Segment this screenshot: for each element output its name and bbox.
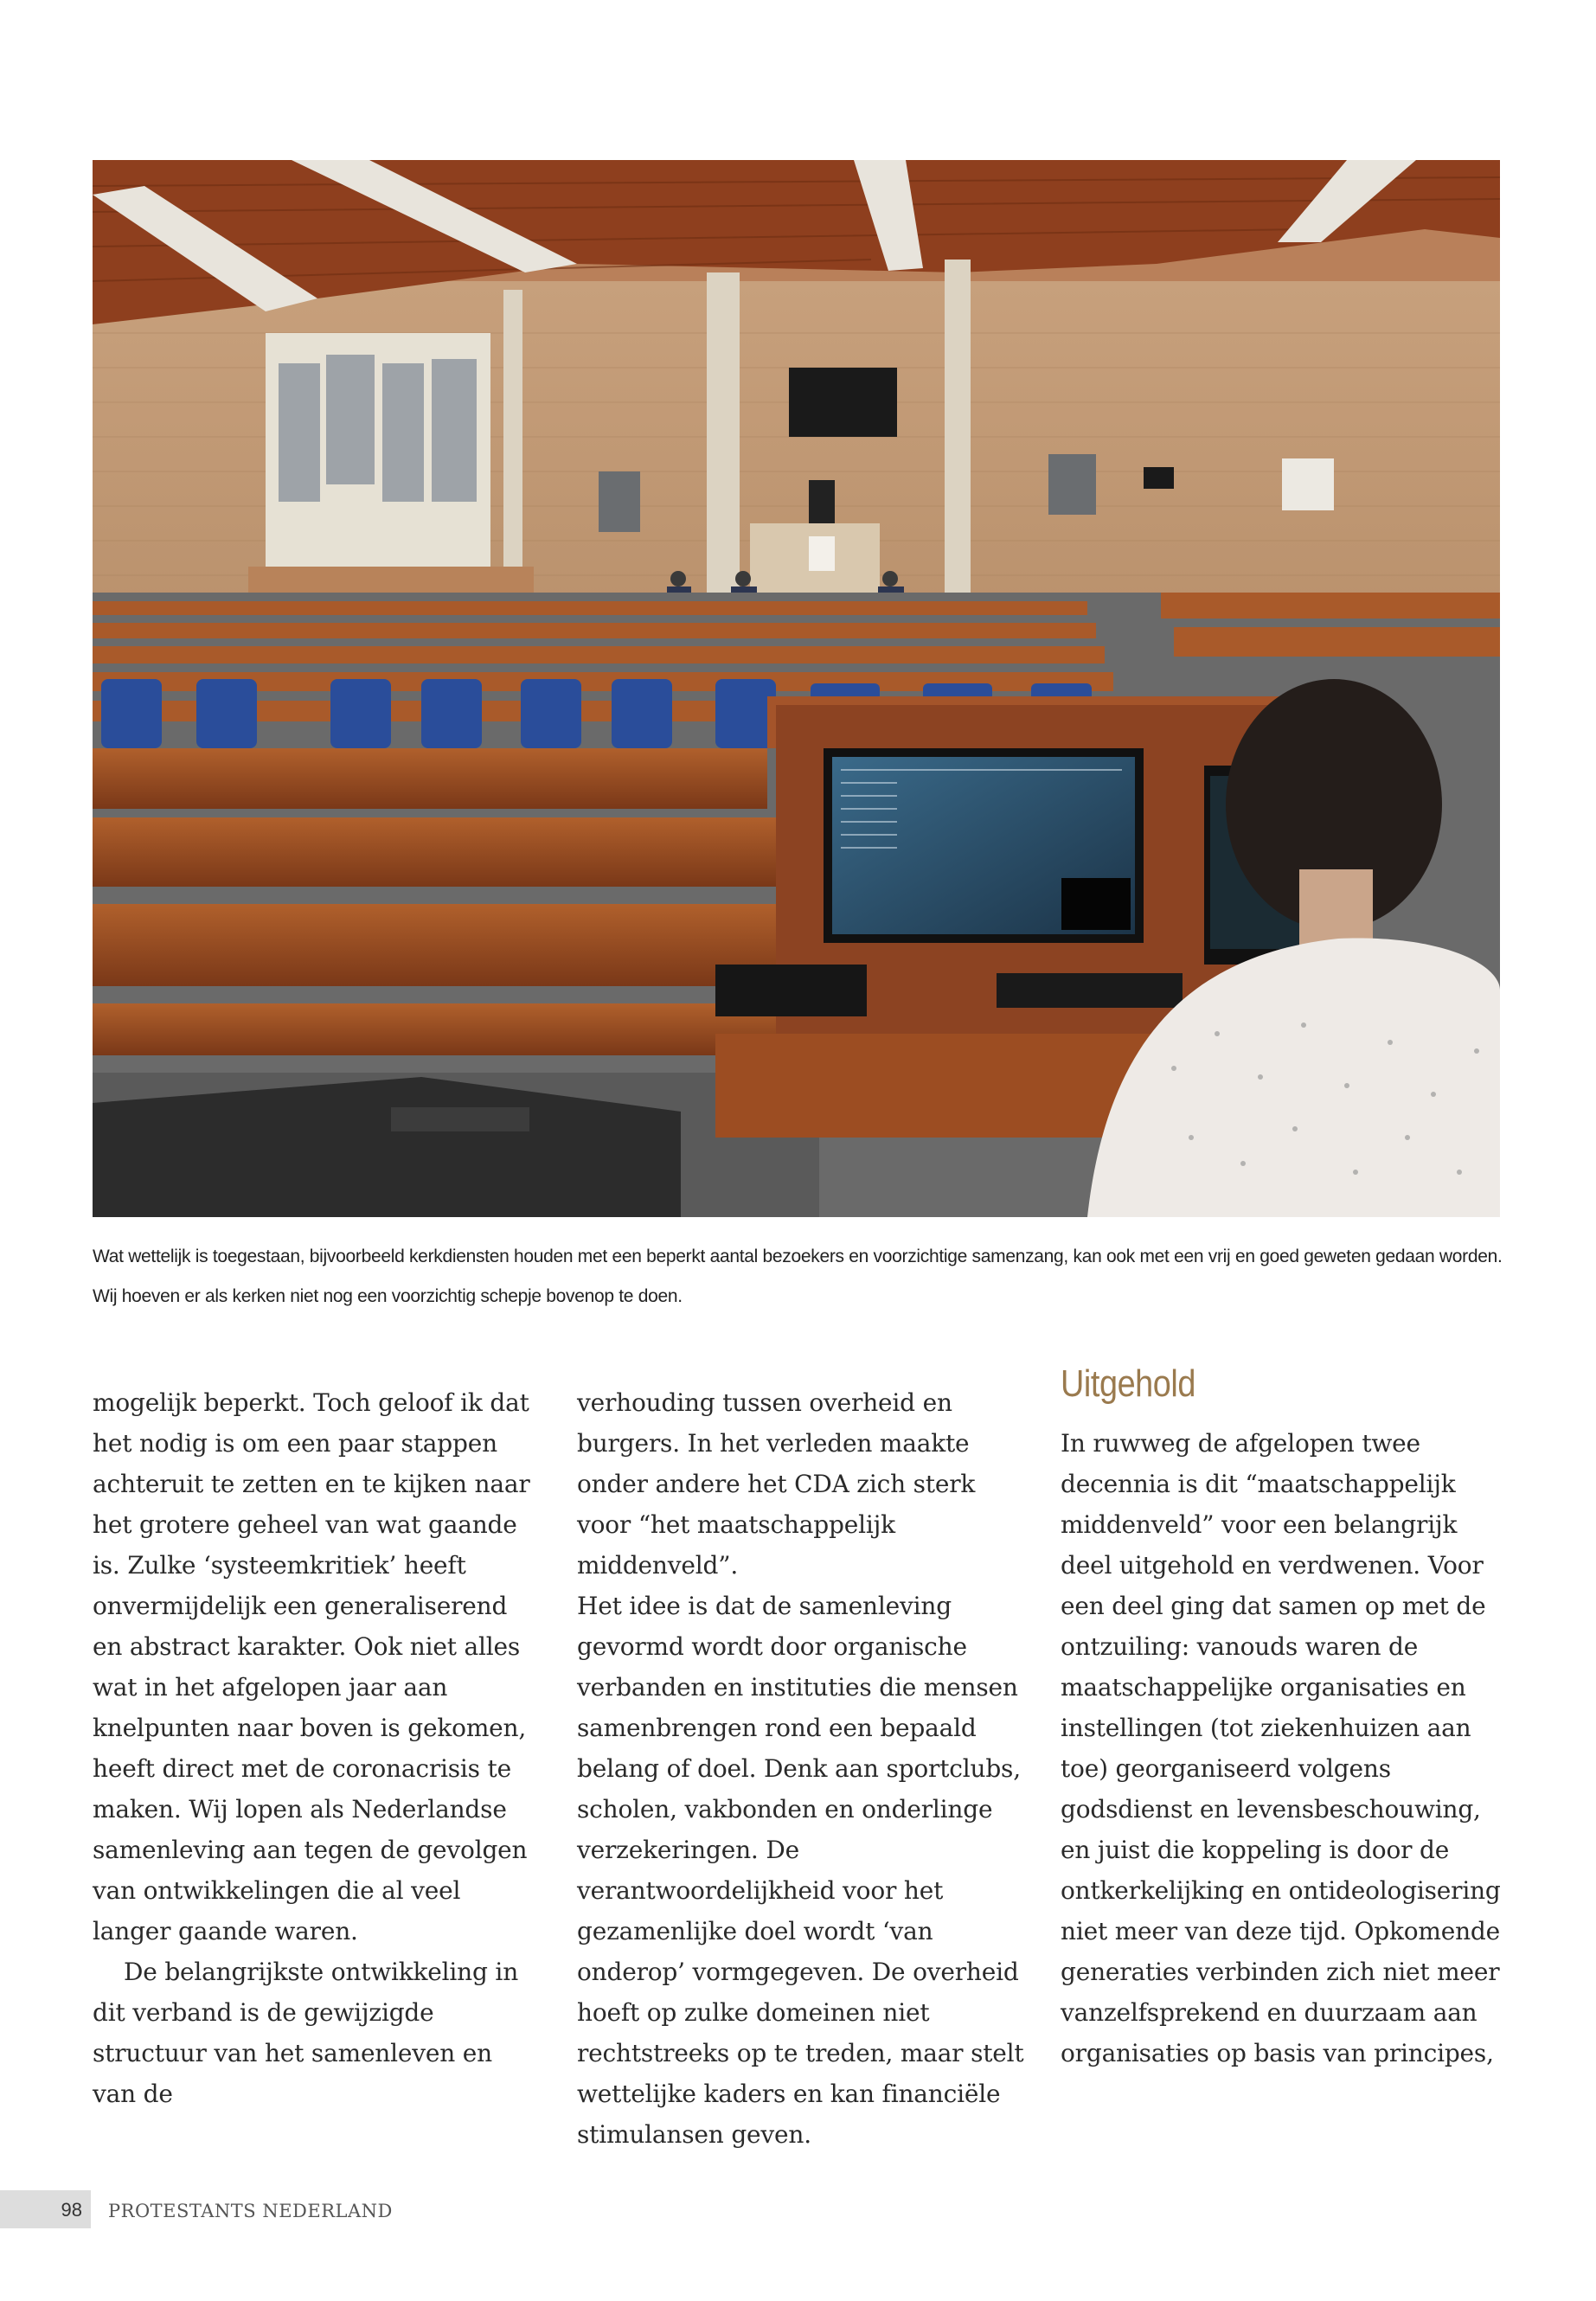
text-column-1 [93,1382,542,2114]
caption-line-1: Wat wettelijk is toegestaan, bijvoorbeeld kerkdiensten houden met een beperkt aantal bezoekers en voorzichtige samenzang, kan ook met een vrij en goed geweten gedaan worden. [93,1247,1503,1266]
publication-name: PROTESTANTS NEDERLAND [108,2201,393,2221]
column2-paragraph-1: verhouding tussen overheid en burgers. In het verleden maakte onder andere het CDA zich sterk voor “het maatschappelijk middenveld”. [577,1388,976,1580]
column1-paragraph-1: mogelijk beperkt. Toch geloof ik dat het nodig is om een paar stappen achteruit te zetten en te kijken naar het grotere geheel van wat gaande is. Zulke ‘systeemkritiek’ heeft onvermijdelijk een generaliserend en abstract karakter. Ook niet alles wat in het afgelopen jaar aan knelpunten naar boven is gekomen, heeft direct met de coronacrisis te maken. Wij lopen als Nederlandse samenleving aan tegen de gevolgen van ontwikkelingen die al veel langer gaande waren. [93,1388,530,1945]
column3-paragraph-1: In ruwweg de afgelopen twee decennia is dit “maatschappelijk middenveld” voor een belangrijk deel uitgehold en verdwenen. Voor een deel ging dat samen op met de ontzuiling: vanouds waren de maatschappelijke organisaties en instellingen (tot ziekenhuizen aan toe) georganiseerd volgens godsdienst en levensbeschouwing, en juist die koppeling is door de ontkerkelijking en ontideologisering niet meer van deze tijd. Opkomende generaties verbinden zich niet meer vanzelfsprekend en duurzaam aan organisaties op basis van principes, [1061,1429,1501,2067]
page-footer [0,2190,519,2228]
column2-paragraph-2: Het idee is dat de samenleving gevormd wordt door organische verbanden en instituties die mensen samenbrengen rond een bepaald belang of doel. Denk aan sportclubs, scholen, vakbonden en onderlinge verzekeringen. De verantwoordelijkheid voor het gezamenlijke doel wordt ‘van onderop’ vormgegeven. De overheid hoeft op zulke domeinen niet rechtstreeks op te treden, maar stelt wettelijke kaders en kan financiële stimulansen geven. [577,1592,1024,2149]
caption-line-2: Wij hoeven er als kerken niet nog een voorzichtig schepje bovenop te doen. [93,1286,683,1306]
church-photo [93,160,1500,1217]
column1-paragraph-2: De belangrijkste ontwikkeling in dit verband is de gewijzigde structuur van het samenleven en van de [93,1958,519,2108]
section-heading: Uitgehold [1061,1362,1196,1405]
page-number: 98 [61,2199,82,2221]
text-column-3 [1061,1423,1510,2073]
church-interior-illustration [93,160,1500,1217]
page-number-box [0,2190,91,2228]
photo-caption [93,1237,1511,1317]
text-column-2 [577,1382,1027,2155]
